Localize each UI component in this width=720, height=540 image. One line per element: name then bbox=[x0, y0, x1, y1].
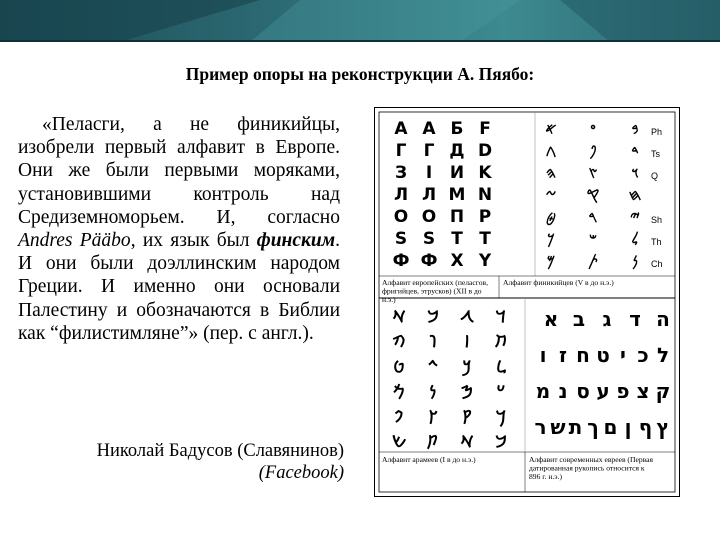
glyph-hebrew: כ bbox=[637, 343, 649, 367]
glyph-phoenician: 𐤐 bbox=[589, 142, 597, 160]
glyph-hebrew: ר bbox=[534, 415, 547, 439]
glyph-aramaic: 𐡐 bbox=[394, 407, 404, 426]
glyph-aramaic: 𐡄 bbox=[392, 332, 406, 351]
quote-block bbox=[18, 113, 340, 345]
glyph-pelasgian: П bbox=[449, 207, 465, 227]
glyph-pelasgian: O bbox=[393, 207, 409, 227]
glyph-hebrew: ב bbox=[572, 307, 586, 331]
glyph-pelasgian: Д bbox=[449, 141, 465, 161]
glyph-hebrew: ג bbox=[602, 307, 612, 331]
glyph-pelasgian: М bbox=[448, 185, 466, 205]
quadrant-aramaic bbox=[392, 307, 507, 451]
glyph-hebrew: ף bbox=[638, 415, 653, 439]
glyph-phoenician: 𐤓 bbox=[588, 208, 598, 226]
quote-part-2: , их язык был bbox=[130, 230, 257, 252]
glyph-pelasgian: Y bbox=[478, 251, 492, 271]
glyph-pelasgian: З bbox=[394, 163, 408, 183]
glyph-aramaic: 𐡍 bbox=[429, 382, 437, 401]
caption-top-left: Алфавит европейских (пеласгов, фригийцев, этрусков) (XII в до н.э.) bbox=[382, 278, 488, 304]
glyph-pelasgian: S bbox=[394, 229, 408, 249]
glyph-pelasgian: Г bbox=[395, 141, 407, 161]
glyph-phoenician: 𐤏 bbox=[590, 120, 596, 138]
glyph-pelasgian: P bbox=[478, 207, 492, 227]
glyph-aramaic: 𐡑 bbox=[428, 407, 438, 426]
glyph-pelasgian: Л bbox=[421, 185, 437, 205]
glyph-hebrew: ו bbox=[539, 343, 547, 367]
glyph-phoenician: 𐤅 bbox=[631, 164, 639, 182]
quote-name: Andres Pääbo bbox=[18, 230, 131, 252]
glyph-pelasgian: Г bbox=[423, 141, 435, 161]
quote-emphasis: финским bbox=[256, 230, 336, 252]
glyph-aramaic: 𐡓 bbox=[495, 407, 507, 426]
glyph-hebrew: י bbox=[620, 343, 626, 367]
glyph-aramaic: 𐡆 bbox=[464, 332, 470, 351]
glyph-hebrew: ד bbox=[629, 307, 641, 331]
glyph-pelasgian: S bbox=[422, 229, 436, 249]
glyph-phoenician: 𐤔 bbox=[589, 230, 597, 248]
glyph-aramaic: 𐡁 bbox=[427, 307, 439, 326]
glyph-phoenician: 𐤂 bbox=[545, 142, 557, 160]
glyph-hebrew: ץ bbox=[656, 415, 670, 439]
glyph-pelasgian: O bbox=[421, 207, 437, 227]
header-decoration bbox=[0, 0, 720, 42]
glyph-phoenician: 𐤋 bbox=[631, 230, 639, 248]
glyph-aramaic: 𐡌 bbox=[393, 382, 405, 401]
header-band bbox=[0, 0, 720, 42]
glyph-hebrew: נ bbox=[558, 379, 568, 403]
glyph-phoenician: 𐤑 bbox=[588, 164, 598, 182]
glyph-phoenician: 𐤌 bbox=[546, 252, 556, 270]
glyph-hebrew: מ bbox=[535, 379, 551, 403]
glyph-aramaic: 𐡈 bbox=[393, 357, 405, 376]
quote-text bbox=[18, 113, 340, 345]
glyph-pelasgian: D bbox=[477, 141, 493, 161]
glyph-aramaic: 𐡉 bbox=[428, 357, 438, 376]
glyph-pelasgian: Б bbox=[450, 119, 464, 139]
quadrant-pelasgian bbox=[393, 119, 493, 271]
author-source: (Facebook) bbox=[258, 463, 344, 483]
glyph-hebrew: ט bbox=[596, 343, 610, 367]
author-name: Николай Бадусов (Славянинов) bbox=[96, 441, 344, 461]
glyph-hebrew: ז bbox=[558, 343, 568, 367]
quadrant-hebrew bbox=[534, 307, 670, 439]
glyph-pelasgian: И bbox=[449, 163, 465, 183]
glyph-pelasgian: Ф bbox=[420, 251, 438, 271]
transliteration-label: Th bbox=[651, 237, 662, 247]
glyph-aramaic: 𐡎 bbox=[461, 382, 473, 401]
glyph-aramaic: 𐡂 bbox=[460, 307, 474, 326]
alphabet-comparison-figure bbox=[374, 107, 680, 497]
glyph-hebrew: ק bbox=[655, 379, 671, 403]
glyph-aramaic: 𐡃 bbox=[495, 307, 507, 326]
glyph-hebrew: ע bbox=[596, 379, 610, 403]
glyph-phoenician: 𐤆 bbox=[545, 186, 557, 204]
alphabet-table-svg bbox=[375, 108, 681, 498]
transliteration-label: Ts bbox=[651, 149, 660, 159]
glyph-aramaic: 𐡏 bbox=[496, 382, 506, 401]
glyph-pelasgian: N bbox=[477, 185, 493, 205]
transliteration-label: Ch bbox=[651, 259, 663, 269]
glyph-aramaic: 𐡀 bbox=[460, 432, 474, 451]
quadrant-phoenician bbox=[545, 120, 662, 270]
glyph-phoenician: 𐤁 bbox=[631, 120, 639, 138]
transliteration-label: Q bbox=[651, 171, 659, 181]
glyph-phoenician: 𐤒 bbox=[586, 186, 600, 204]
glyph-hebrew: צ bbox=[636, 379, 650, 403]
glyph-hebrew: פ bbox=[616, 379, 630, 403]
glyph-phoenician: 𐤊 bbox=[547, 230, 555, 248]
glyph-phoenician: 𐤇 bbox=[628, 186, 642, 204]
glyph-aramaic: 𐡔 bbox=[391, 432, 407, 451]
glyph-aramaic: 𐡅 bbox=[429, 332, 437, 351]
glyph-hebrew: ת bbox=[568, 415, 583, 439]
glyph-aramaic: 𐡇 bbox=[495, 332, 507, 351]
glyph-phoenician: 𐤍 bbox=[632, 252, 638, 270]
glyph-pelasgian: X bbox=[450, 251, 464, 271]
glyph-phoenician: 𐤕 bbox=[588, 252, 598, 270]
quote-part-3: . И они были доэллинским народом Греции. И именно они основали Палестину и обозначаются в Библии как “филистимляне”» (пер. с англ.). bbox=[18, 230, 340, 344]
glyph-hebrew: ש bbox=[550, 415, 566, 439]
glyph-phoenician: 𐤉 bbox=[630, 208, 640, 226]
glyph-pelasgian: K bbox=[478, 163, 492, 183]
caption-bottom-left: Алфавит арамеев (I в до н.э.) bbox=[382, 455, 476, 464]
quote-part-1: «Пеласги, а не финикийцы, изобрели первый алфавит в Европе. Они же были первыми моряками, установившими контроль над Средиземноморьем. И, согласно bbox=[18, 114, 340, 228]
glyph-hebrew: ם bbox=[603, 415, 618, 439]
glyph-pelasgian: I bbox=[425, 163, 433, 183]
author-block bbox=[18, 440, 344, 484]
glyph-phoenician: 𐤈 bbox=[546, 208, 556, 226]
glyph-aramaic: 𐡋 bbox=[496, 357, 506, 376]
glyph-pelasgian: Л bbox=[393, 185, 409, 205]
glyph-pelasgian: A bbox=[422, 119, 436, 139]
glyph-hebrew: ס bbox=[576, 379, 590, 403]
glyph-pelasgian: T bbox=[479, 229, 491, 249]
caption-bottom-right: Алфавит современных евреев (Первая датированная рукопись относится к 896 г. н.э.) bbox=[529, 455, 653, 481]
glyph-phoenician: 𐤄 bbox=[545, 164, 557, 182]
glyph-phoenician: 𐤀 bbox=[545, 120, 557, 138]
glyph-hebrew: א bbox=[543, 307, 559, 331]
glyph-phoenician: 𐤃 bbox=[631, 142, 639, 160]
caption-top-right: Алфавит финикийцев (V в до н.э.) bbox=[503, 278, 614, 287]
glyph-aramaic: 𐡊 bbox=[462, 357, 472, 376]
glyph-aramaic: 𐡒 bbox=[461, 407, 473, 426]
glyph-hebrew: ן bbox=[624, 415, 632, 439]
transliteration-label: Ph bbox=[651, 127, 663, 137]
glyph-hebrew: ח bbox=[576, 343, 590, 367]
glyph-aramaic: 𐡕 bbox=[427, 432, 439, 451]
glyph-pelasgian: F bbox=[479, 119, 491, 139]
transliteration-label: Sh bbox=[651, 215, 663, 225]
glyph-aramaic: 𐡁 bbox=[495, 432, 507, 451]
glyph-pelasgian: T bbox=[451, 229, 463, 249]
glyph-aramaic: 𐡀 bbox=[392, 307, 406, 326]
glyph-hebrew: ך bbox=[587, 415, 599, 439]
slide-title: Пример опоры на реконструкции А. Пяябо: bbox=[185, 64, 535, 84]
glyph-hebrew: ה bbox=[656, 307, 670, 331]
glyph-pelasgian: A bbox=[394, 119, 408, 139]
glyph-pelasgian: Ф bbox=[392, 251, 410, 271]
glyph-hebrew: ל bbox=[656, 343, 670, 367]
